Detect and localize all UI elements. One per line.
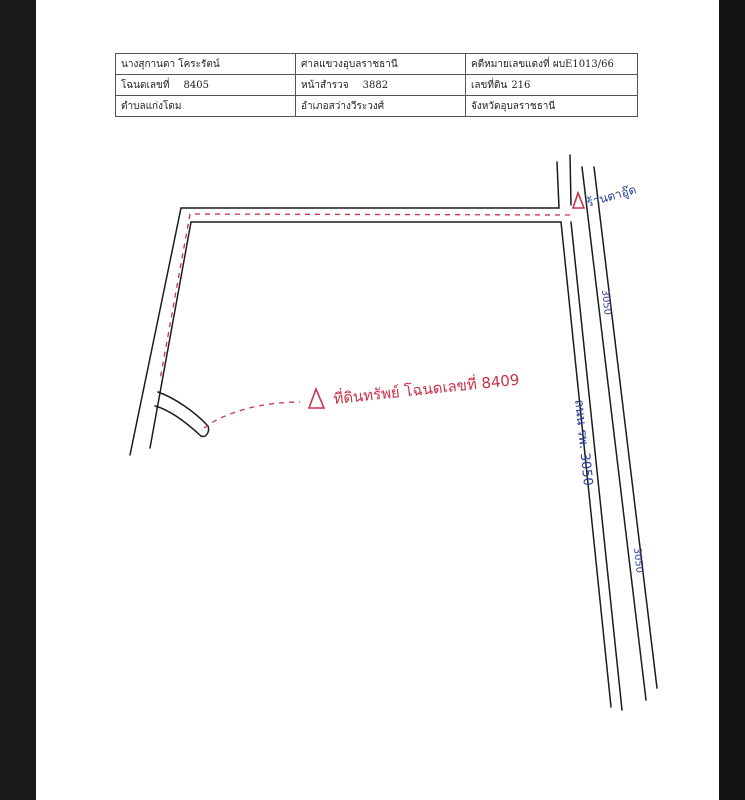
main-road-right-edge (582, 167, 646, 700)
main-road-right-edge-2 (594, 167, 657, 688)
road-stub-left (557, 162, 559, 208)
road-number-bottom: 3050 (631, 547, 645, 574)
boundary-outer-line (130, 208, 559, 455)
road-number-top: 3050 (599, 289, 613, 316)
subdistrict: ตำบลแก่งโดม (121, 100, 182, 112)
road-label: ถนน รพ. 3050 (571, 398, 596, 487)
case-label: คดีหมายเลขแดงที่ (471, 58, 550, 70)
case-number: ผบE1013/66 (552, 58, 614, 70)
road-stub-right (570, 155, 571, 205)
owner-name: นางสุกานดา โคระรัตน์ (121, 58, 220, 70)
title-deed-number: 8405 (183, 79, 209, 91)
boundary-inner-line (150, 222, 561, 448)
court-name: ศาลแขวงอุบลราชธานี (301, 58, 398, 70)
land-no-label: เลขที่ดิน (471, 79, 508, 91)
land-no-number: 216 (511, 79, 531, 91)
province: จังหวัดอุบลราชธานี (471, 100, 556, 112)
pointer-line (204, 402, 300, 428)
landmark-marker-icon (573, 193, 584, 208)
property-marker-icon (309, 389, 324, 408)
district: อำเภอสว่างวีระวงศ์ (301, 100, 385, 112)
side-lane-line (155, 392, 209, 436)
survey-page-label: หน้าสำรวจ (301, 79, 349, 91)
parcel-boundary-line (160, 214, 570, 380)
property-label: ที่ดินทรัพย์ โฉนดเลขที่ 8409 (332, 370, 521, 408)
landmark-label: ร้านตาอู๊ด (584, 182, 638, 210)
survey-page-number: 3882 (362, 79, 389, 91)
title-deed-label: โฉนดเลขที่ (121, 79, 170, 91)
